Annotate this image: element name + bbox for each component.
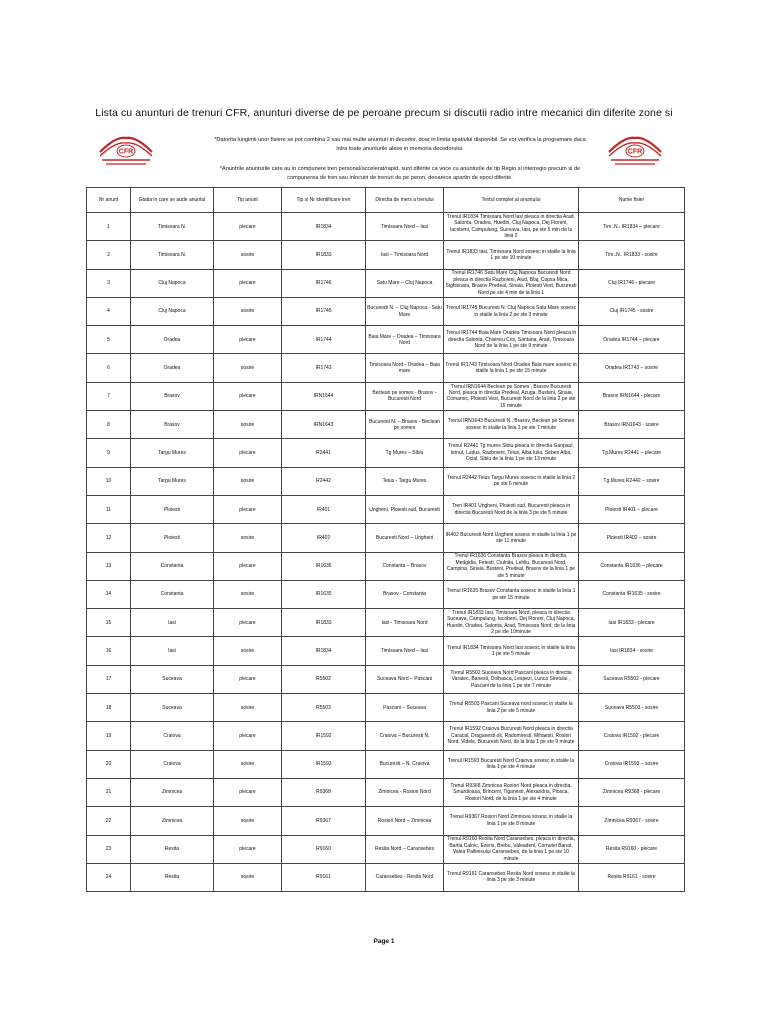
cell-nr: 18 <box>87 694 131 722</box>
cell-type: plecare <box>214 552 282 580</box>
cell-train-id: R9161 <box>282 863 366 891</box>
cell-station: Targu Mures <box>131 467 214 495</box>
cell-direction: Baia Mare – Oradea – Timisoara Nord <box>366 326 444 354</box>
cell-direction: Bucuresti N. – Brasov - Beclean pe somes <box>366 411 444 439</box>
cell-train-id: IR402 <box>282 524 366 552</box>
cell-type: plecare <box>214 213 282 241</box>
cell-station: Cluj Napoca <box>131 297 214 325</box>
cell-train-id: R9368 <box>282 778 366 806</box>
page-title: Lista cu anunturi de trenuri CFR, anunturi diverse de pe peroane precum si discutii radio intre mecanici din diferite zone si <box>95 107 673 119</box>
cell-file-name: Brasov IRN1643 - sosire <box>579 411 685 439</box>
cell-train-id: R5503 <box>282 694 366 722</box>
cell-direction: Bucuresti N. – Cluj Napoca - Satu Mare <box>366 297 444 325</box>
cell-train-id: R2442 <box>282 467 366 495</box>
cell-nr: 12 <box>87 524 131 552</box>
table-row <box>87 694 685 722</box>
cell-nr: 11 <box>87 495 131 523</box>
cell-train-id: R9367 <box>282 807 366 835</box>
page-footer: Page 1 <box>373 938 395 945</box>
cell-station: Cluj Napoca <box>131 269 214 297</box>
cell-full-text: Trenul R9368 Zimnicea Rosiori Nord pleaca in directia, Smardioasa, Brinceni, Tiganesti, Alexandria, Piosca, Rosiori Nord, de la linia 1 pe ste 4 minute <box>444 778 579 806</box>
cell-file-name: Brasov IRN1644 - plecare <box>579 382 685 410</box>
cell-direction: Timisoara Nord – Iasi <box>366 213 444 241</box>
cell-train-id: IRN1644 <box>282 382 366 410</box>
cell-direction: Constanta – Brasov <box>366 552 444 580</box>
cell-station: Targu Mures <box>131 439 214 467</box>
cell-full-text: Trenul IR1834 Timisoara Nord Iasi pleaca in directia Arad, Salonta, Oradea, Huedin, Cluj Napoca, Dej Floreni, Iacobeni, Campulung, Suceava, Iasi, pe ste 5 min de la linia 2 <box>444 213 579 241</box>
header-station: Gtatia in care se aude anuntul <box>131 188 214 213</box>
cell-direction: Ungheni, Ploiesti sud, Bucuresti <box>366 495 444 523</box>
table-row <box>87 269 685 297</box>
cell-type: sosire <box>214 524 282 552</box>
cell-file-name: Suceava R5503 - sosire <box>579 694 685 722</box>
cfr-logo-right <box>605 132 665 170</box>
cell-station: Suceava <box>131 665 214 693</box>
cell-type: sosire <box>214 297 282 325</box>
table-row <box>87 637 685 665</box>
cell-full-text: Trenul IR1592 Craiova Bucuresti Nord pleaca in directia Caracal, Draganesti olt, Radomiresti, Mihaesti, Rosiori Nord, Videle, Bucuresti Nord, de la linia 1 pe ste 9 minute <box>444 722 579 750</box>
logo-text: CFR <box>627 148 643 156</box>
cell-type: sosire <box>214 580 282 608</box>
cell-type: sosire <box>214 863 282 891</box>
cell-direction: Iasi – Timisoara Nord <box>366 241 444 269</box>
cell-full-text: Trenul IR1743 Timisoara Nord Oradea Baia mare sosesc in staiile la linia 1 pe ste 15 minute <box>444 354 579 382</box>
header-full-text: Textul complet al anuntului <box>444 188 579 213</box>
cell-full-text: Trenul IR1635 Brasov Constanta sosesc in staiile la linia 1 pe ste 15 minute <box>444 580 579 608</box>
cell-station: Timisoara N. <box>131 213 214 241</box>
cell-train-id: R5502 <box>282 665 366 693</box>
cell-file-name: Tg.Mures R2441 – plecare <box>579 439 685 467</box>
cell-full-text: Trenul IR1833 Iasi, Timisoara Nord sosesc in staiile la linia 1 pe ste 10 minute <box>444 241 579 269</box>
table-row <box>87 213 685 241</box>
cell-nr: 3 <box>87 269 131 297</box>
cell-nr: 1 <box>87 213 131 241</box>
table-row <box>87 439 685 467</box>
cell-full-text: Trenul IR1636 Constanta Brasov pleaca in directia, Medgidia, Fetesti, Ciulnita, Lehliu, Bucuresti Nord, Campina, Sinaia, Busteni, Predeal, Brasov de la linia 1 pe ste 5 minute <box>444 552 579 580</box>
cell-nr: 19 <box>87 722 131 750</box>
header-file-name: Nume fisier <box>579 188 685 213</box>
cell-direction: Bucuresti Nord – Ungheni <box>366 524 444 552</box>
table-row <box>87 750 685 778</box>
cell-direction: Suceava Nord – Pascani <box>366 665 444 693</box>
cell-station: Brasov <box>131 411 214 439</box>
cell-file-name: Iasi IR1833 - plecare <box>579 609 685 637</box>
cell-file-name: Craiova IR1592 - plecare <box>579 722 685 750</box>
cell-station: Ploiesti <box>131 524 214 552</box>
cell-nr: 9 <box>87 439 131 467</box>
cell-full-text: Trenul R2442 Teius Targu Mures sosesc in staiile la linia 2 pe ste 6 minute <box>444 467 579 495</box>
cell-file-name: Oradea IR1743 – sosire <box>579 354 685 382</box>
cell-nr: 24 <box>87 863 131 891</box>
cell-type: plecare <box>214 609 282 637</box>
cell-full-text: Trenul R9161 Caransebes Resita Nord sosesc in staiile la linia 3 pe ste 3 minute <box>444 863 579 891</box>
table-row <box>87 609 685 637</box>
cell-file-name: Constanta IR1636 – plecare <box>579 552 685 580</box>
cell-file-name: Iasi IR1834 - sosire <box>579 637 685 665</box>
cell-nr: 10 <box>87 467 131 495</box>
cell-station: Ploiesti <box>131 495 214 523</box>
cell-nr: 20 <box>87 750 131 778</box>
cell-train-id: IR401 <box>282 495 366 523</box>
cell-full-text: Trenul R9160 Resita Nord Caransebes, pleaca in directia, Bartia Calnic, Ezeris, Brebu, Valeadeni, Cornutel Banat, Valea Paltinisului Caransebes, de la linia 1 pe ste 10 minute <box>444 835 579 863</box>
cell-file-name: Cluj IR1745 - sosire <box>579 297 685 325</box>
logo-text: CFR <box>118 148 134 156</box>
table-row <box>87 241 685 269</box>
table-row <box>87 778 685 806</box>
table-row <box>87 411 685 439</box>
cell-nr: 5 <box>87 326 131 354</box>
cell-file-name: Constanta IR1635 - sosire <box>579 580 685 608</box>
cell-type: sosire <box>214 354 282 382</box>
cell-direction: Timisoara Nord – Iasi <box>366 637 444 665</box>
cell-full-text: Trenul R2441 Tg mures Sibiu pleaca in directia Ganpaul, Iernut, Ludus, Razboieni, Teius, Alba Iulia, Sebes Alba, Ocial, Sibiu de la linia 1 pe ste 13 minute <box>444 439 579 467</box>
cell-type: sosire <box>214 807 282 835</box>
cell-full-text: Trenul IRN1644 Beclean pe Somes , Brasov Bucuresti Nord, pleaca in directia Predeal, Azuga, Busteni, Sinaia, Comarnic, Ploiesti Vest, Bucuresti Nord de la linia 2 pe ste 15 minute <box>444 382 579 410</box>
header-direction: Directia de mers a trenului <box>366 188 444 213</box>
cell-type: plecare <box>214 495 282 523</box>
cell-type: sosire <box>214 750 282 778</box>
cell-train-id: IR1744 <box>282 326 366 354</box>
cell-train-id: IR1834 <box>282 213 366 241</box>
cfr-logo-left <box>96 132 156 170</box>
cell-full-text: Trenul IR1593 Bucuresti Nord Craiova sosesc in staiile la linia 1 pe ste 4 minute <box>444 750 579 778</box>
cell-train-id: R9160 <box>282 835 366 863</box>
cell-file-name: Tim..N.. IR1833 - sosire <box>579 241 685 269</box>
cell-full-text: Trenul R5503 Pascani Suceava nord sosesc in staiile la linia 2 pe ste 5 minute <box>444 694 579 722</box>
cell-nr: 4 <box>87 297 131 325</box>
cell-type: sosire <box>214 241 282 269</box>
cell-direction: Timisoara Nord - Oradea – Baia mare <box>366 354 444 382</box>
cell-full-text: Trenul IR1744 Baia Mare Oradea Timisoara Nord pleaca in directia Salonta, Chisineu Cris, Santana, Arad, Timisoara Nord de la linia 1 pe ste 9 minute <box>444 326 579 354</box>
cell-type: sosire <box>214 637 282 665</box>
cell-station: Resita <box>131 863 214 891</box>
cell-full-text: Trenul IR1834 Timisoara Nord Iasi sosesc in staiile la linia 1 pe ste 5 minute <box>444 637 579 665</box>
cell-station: Zimnicea <box>131 807 214 835</box>
cell-nr: 8 <box>87 411 131 439</box>
cell-direction: Caransebes - Resita Nord <box>366 863 444 891</box>
cell-station: Iasi <box>131 609 214 637</box>
cell-file-name: Tg.Mures R2442 – sosire <box>579 467 685 495</box>
cell-file-name: Resita R9161 - sosire <box>579 863 685 891</box>
cell-full-text: Trenul IRN1643 Bucuresti N., Brasov, Beclean pe Somes sosesc in staiile la linia 2 pe ste 7 minute <box>444 411 579 439</box>
cell-type: plecare <box>214 269 282 297</box>
cell-station: Oradea <box>131 326 214 354</box>
cell-type: plecare <box>214 835 282 863</box>
table-row <box>87 495 685 523</box>
cell-station: Craiova <box>131 722 214 750</box>
cell-file-name: Craiova IR1593 – sosire <box>579 750 685 778</box>
cell-direction: Satu Mare – Cluj Napoca <box>366 269 444 297</box>
cell-direction: Zimnicea - Rosiori Nord <box>366 778 444 806</box>
header-type: Tip anunt <box>214 188 282 213</box>
table-row <box>87 524 685 552</box>
cell-nr: 21 <box>87 778 131 806</box>
table-row <box>87 552 685 580</box>
table-row <box>87 354 685 382</box>
cell-train-id: IR1745 <box>282 297 366 325</box>
cell-train-id: IR1635 <box>282 580 366 608</box>
table-row <box>87 665 685 693</box>
cell-type: plecare <box>214 665 282 693</box>
cell-direction: Teius - Targu Mures <box>366 467 444 495</box>
cell-station: Suceava <box>131 694 214 722</box>
cell-station: Resita <box>131 835 214 863</box>
announcements-table <box>86 187 685 892</box>
table-row <box>87 580 685 608</box>
cell-train-id: IR1746 <box>282 269 366 297</box>
cell-station: Constanta <box>131 552 214 580</box>
cell-type: sosire <box>214 411 282 439</box>
cell-file-name: Suceava R5502 - plecare <box>579 665 685 693</box>
cell-train-id: IR1636 <box>282 552 366 580</box>
cell-file-name: Cluj IR1746 - plecare <box>579 269 685 297</box>
cell-train-id: IR1834 <box>282 637 366 665</box>
cell-station: Craiova <box>131 750 214 778</box>
table-row <box>87 722 685 750</box>
cell-train-id: IR1593 <box>282 750 366 778</box>
cell-full-text: Tren IR401 Ungheni, Ploiesti sud, Bucuresti pleaca in directia Bucuresti Nord de la linia 3 pe ste 5 minute <box>444 495 579 523</box>
cell-type: plecare <box>214 778 282 806</box>
cell-nr: 7 <box>87 382 131 410</box>
cell-train-id: IRN1643 <box>282 411 366 439</box>
table-row <box>87 297 685 325</box>
table-row <box>87 863 685 891</box>
cell-nr: 13 <box>87 552 131 580</box>
cell-type: plecare <box>214 382 282 410</box>
cell-station: Iasi <box>131 637 214 665</box>
table-row <box>87 835 685 863</box>
cell-direction: Beclean pe somes - Brasov - Bucuresti Nord <box>366 382 444 410</box>
cell-nr: 6 <box>87 354 131 382</box>
cell-full-text: Trenul IR1745 Bucuresti N. Cluj Napoca Satu Mare sosesc in staiile la linia 2 pe ste 3 minute <box>444 297 579 325</box>
cell-direction: Tg Mures – Sibiu <box>366 439 444 467</box>
cell-direction: Resita Nord – Caransebes <box>366 835 444 863</box>
cell-direction: Rosiori Nord – Zimnicea <box>366 807 444 835</box>
cell-direction: Brasov - Constanta <box>366 580 444 608</box>
cell-file-name: Ploiesti IR401 – plecare <box>579 495 685 523</box>
cell-station: Oradea <box>131 354 214 382</box>
header-nr: Nr anunt <box>87 188 131 213</box>
cell-full-text: Trenul R9367 Rosiori Nord Zimnicea sosesc in staiile la linia 1 pe ste 8 minute <box>444 807 579 835</box>
cell-direction: Bucuresti – N. Craiova <box>366 750 444 778</box>
cell-file-name: Ploiesti IR402 – sosire <box>579 524 685 552</box>
cell-full-text: Trenul IR1746 Satu Mare Cluj Napoca Bucuresti Nord pleaca in directia Razboieni, Aiud, Blaj, Copsa Mica, Sighisoara, Brasov Predeal, Sinaia, Ploiesti Vest, Bucuresti Nord pe ste 4 min de la linia 1 <box>444 269 579 297</box>
note-decoder-memory: *Datorita lungimii unor fisiere se pot combina 2 sau mai multe anunturi in decodor, doar in limita spatiului disponibil. Se vor verifica la programare daca intra toate anunturile alese in memoria decodorului. <box>214 137 586 152</box>
cell-train-id: IR1743 <box>282 354 366 382</box>
cell-direction: Iasi - Timisoara Nord <box>366 609 444 637</box>
cell-file-name: Oradea IR1744 – plecare <box>579 326 685 354</box>
cell-station: Zimnicea <box>131 778 214 806</box>
cell-full-text: Trenul R5502 Suceava Nord Pascani pleaca in directia Varatec, Banesti, Dolhasca, Lespezi, Lunca Siretului , Pascani de la linia 1 pe ste 7 minute <box>444 665 579 693</box>
cell-train-id: IR1592 <box>282 722 366 750</box>
table-row <box>87 467 685 495</box>
cell-full-text: IR402 Bucuresti Nord Ungheni sosesc in staiile la linia 1 pe ste 11 minute <box>444 524 579 552</box>
cell-nr: 16 <box>87 637 131 665</box>
cell-nr: 23 <box>87 835 131 863</box>
note-announcement-voices: *Anuntrile anunturile care au in compunere tren personal/accelerat/rapid, sunt diferite ca voce cu anunturile de tip Regio si interregio precum si de compunerea de tren sau inlocuiri de trenuri de pe peron, deoarece apartin de epoci diferite. <box>219 166 581 181</box>
cell-nr: 22 <box>87 807 131 835</box>
cell-station: Constanta <box>131 580 214 608</box>
cell-full-text: Trenul IR1833 Iasi, Timisoara Nord, pleaca in directia Suceava, Campulung, Iacobeni, Dej Floreni, Cluj Napoca, Huedin, Oradea, Salonta, Arad, Timisoara Nord, de la linia 2 pe ste 10minute <box>444 609 579 637</box>
cell-type: sosire <box>214 467 282 495</box>
cell-direction: Craiova – Bucuresti N. <box>366 722 444 750</box>
cell-nr: 14 <box>87 580 131 608</box>
cell-file-name: Zimnicea R9367 - sosire <box>579 807 685 835</box>
cell-type: plecare <box>214 722 282 750</box>
cell-station: Timisoara N. <box>131 241 214 269</box>
header-train-id: Tip si Nr identificare tren <box>282 188 366 213</box>
cell-nr: 17 <box>87 665 131 693</box>
cell-file-name: Zimnicea R9368 - plecare <box>579 778 685 806</box>
cell-type: sosire <box>214 694 282 722</box>
cell-train-id: IR1833 <box>282 241 366 269</box>
cell-station: Brasov <box>131 382 214 410</box>
cell-train-id: IR1833 <box>282 609 366 637</box>
table-row <box>87 382 685 410</box>
table-row <box>87 807 685 835</box>
cell-file-name: Tim..N.. IR1834 – plecare <box>579 213 685 241</box>
cell-nr: 2 <box>87 241 131 269</box>
table-row <box>87 326 685 354</box>
cell-direction: Pascani – Suceava <box>366 694 444 722</box>
cell-train-id: R2441 <box>282 439 366 467</box>
table-header-row <box>87 188 685 213</box>
cell-nr: 15 <box>87 609 131 637</box>
cell-type: plecare <box>214 439 282 467</box>
cell-type: plecare <box>214 326 282 354</box>
cell-file-name: Resita R9160 - plecare <box>579 835 685 863</box>
